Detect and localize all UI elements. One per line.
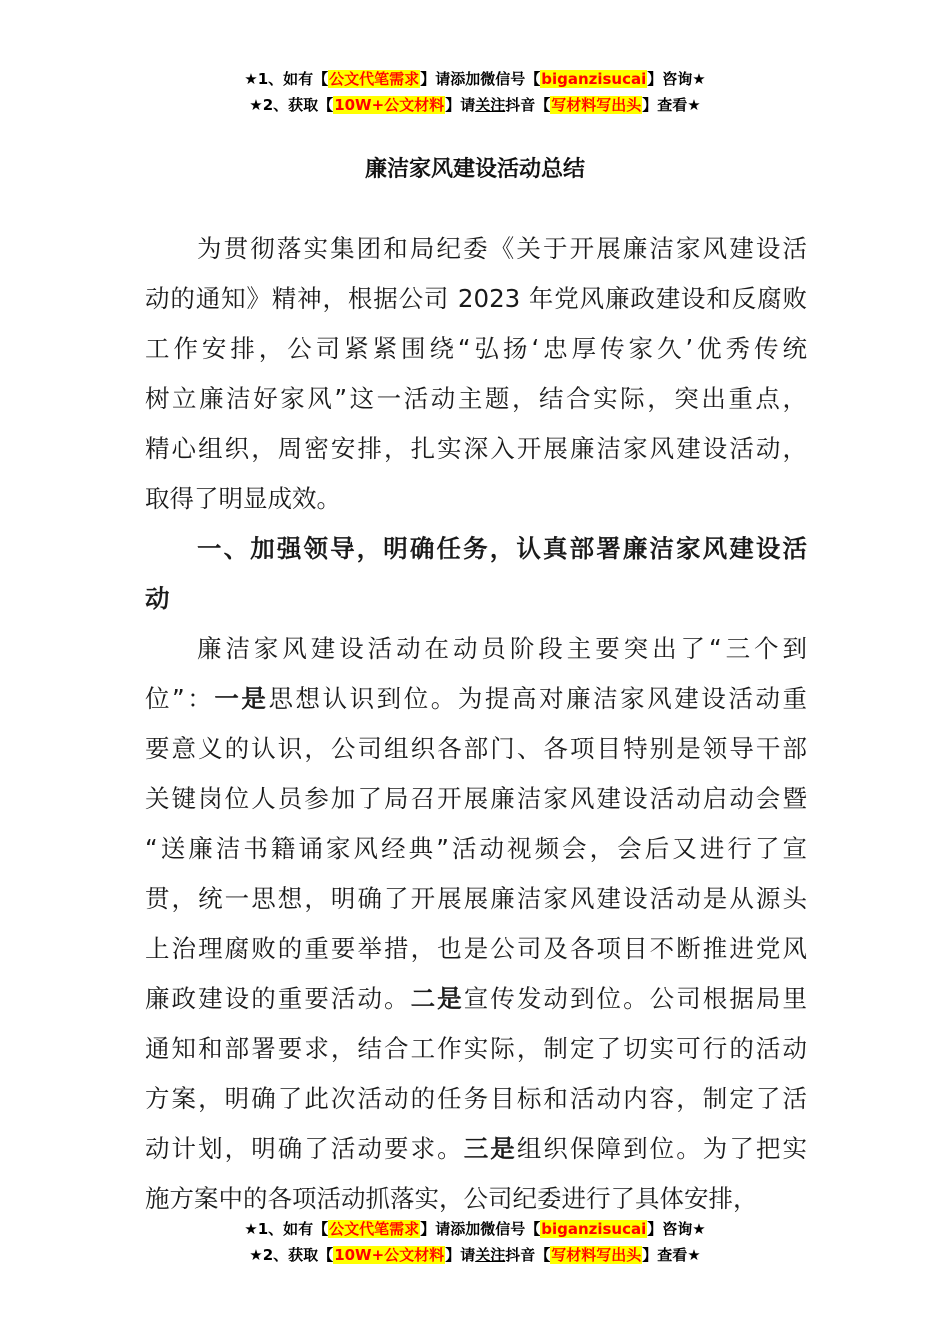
footer-banner xyxy=(0,1216,950,1268)
paragraph-2-line: “送廉洁书籍诵家风经典”活动视频会，会后又进行了宣 xyxy=(145,834,807,863)
paragraph-2-line: 位”：一是思想认识到位。为提高对廉洁家风建设活动重 xyxy=(145,684,807,713)
banner-highlight-service: 公文代笔需求 xyxy=(329,70,420,88)
document-body xyxy=(145,224,807,1224)
paragraph-2-line: 方案，明确了此次活动的任务目标和活动内容，制定了活 xyxy=(145,1084,807,1113)
paragraph-2-line: 上治理腐败的重要举措，也是公司及各项目不断推进党风 xyxy=(145,934,807,963)
banner-highlight-service: 公文代笔需求 xyxy=(329,1220,420,1238)
header-banner xyxy=(0,66,950,118)
paragraph-2-line: 贯，统一思想，明确了开展展廉洁家风建设活动是从源头 xyxy=(145,884,807,913)
paragraph-2-line: 施方案中的各项活动抓落实，公司纪委进行了具体安排， xyxy=(145,1184,758,1213)
section-heading-1: 一、加强领导，明确任务，认真部署廉洁家风建设活 xyxy=(197,534,807,563)
paragraph-2-line: 要意义的认识，公司组织各部门、各项目特别是领导干部 xyxy=(145,734,807,763)
banner-highlight-douyin: 写材料写出头 xyxy=(551,1246,642,1264)
banner-highlight-wechat: biganzisucai xyxy=(541,1220,647,1238)
document-title: 廉洁家风建设活动总结 xyxy=(364,157,585,182)
banner-highlight-douyin: 写材料写出头 xyxy=(551,96,642,114)
banner-highlight-materials: 10W+公文材料 xyxy=(334,1246,445,1264)
paragraph-2-line: 通知和部署要求，结合工作实际，制定了切实可行的活动 xyxy=(145,1034,807,1063)
banner-highlight-wechat: biganzisucai xyxy=(541,70,647,88)
paragraph-1-line: 树立廉洁好家风”这一活动主题，结合实际，突出重点， xyxy=(145,384,807,413)
banner-line-1: ★1、如有【公文代笔需求】请添加微信号【biganzisucai】咨询★ xyxy=(244,70,706,88)
paragraph-2-line: 动计划，明确了活动要求。三是组织保障到位。为了把实 xyxy=(145,1134,807,1163)
paragraph-2-line: 关键岗位人员参加了局召开展廉洁家风建设活动启动会暨 xyxy=(145,784,807,813)
section-heading-1-cont: 动 xyxy=(145,584,170,613)
banner-highlight-materials: 10W+公文材料 xyxy=(334,96,445,114)
emphasis-third: 三是 xyxy=(463,1134,517,1163)
paragraph-1-line: 动的通知》精神，根据公司 2023 年党风廉政建设和反腐败 xyxy=(145,284,807,313)
banner-line-2: ★2、获取【10W+公文材料】请关注抖音【写材料写出头】查看★ xyxy=(249,1246,701,1264)
emphasis-second: 二是 xyxy=(410,984,464,1013)
paragraph-1-line: 为贯彻落实集团和局纪委《关于开展廉洁家风建设活 xyxy=(197,234,807,263)
paragraph-1-line: 工作安排，公司紧紧围绕“弘扬‘忠厚传家久’优秀传统 xyxy=(145,334,807,363)
paragraph-1-line: 取得了明显成效。 xyxy=(145,484,341,513)
paragraph-2-line: 廉洁家风建设活动在动员阶段主要突出了“三个到 xyxy=(197,634,807,663)
banner-line-2: ★2、获取【10W+公文材料】请关注抖音【写材料写出头】查看★ xyxy=(249,96,701,114)
emphasis-first: 一是 xyxy=(214,684,269,713)
banner-line-1: ★1、如有【公文代笔需求】请添加微信号【biganzisucai】咨询★ xyxy=(244,1220,706,1238)
paragraph-2-line: 廉政建设的重要活动。二是宣传发动到位。公司根据局里 xyxy=(145,984,807,1013)
paragraph-1-line: 精心组织，周密安排，扎实深入开展廉洁家风建设活动， xyxy=(145,434,807,463)
